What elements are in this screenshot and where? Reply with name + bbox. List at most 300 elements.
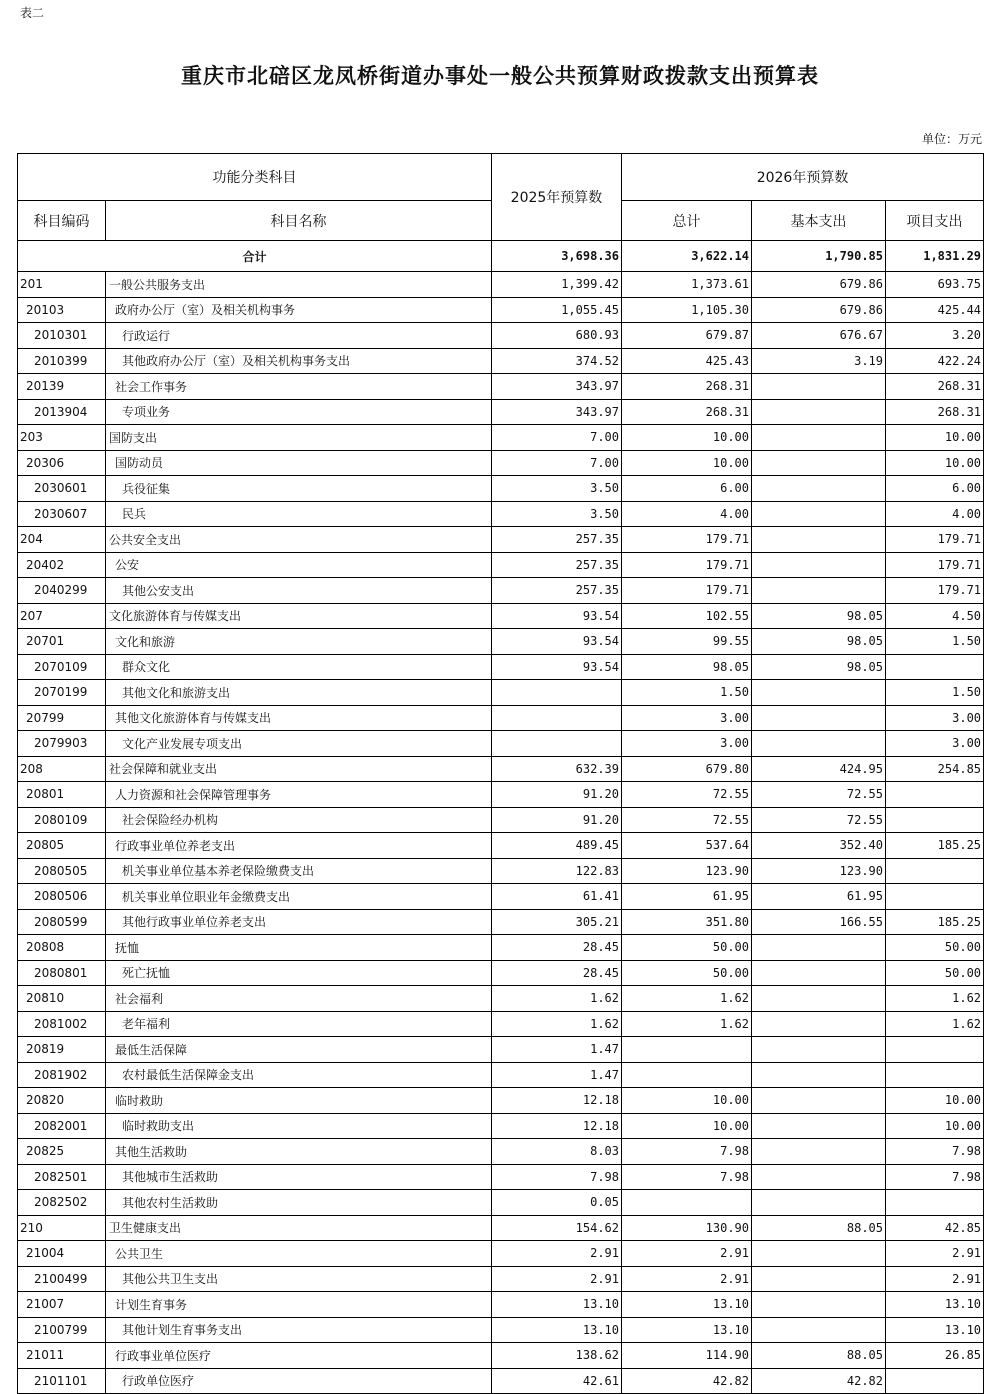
row-total	[622, 1190, 752, 1216]
header-basic: 基本支出	[752, 201, 886, 241]
header-budget-2026: 2026年预算数	[622, 154, 984, 201]
table-row	[18, 1088, 984, 1114]
row-code: 2080109	[18, 807, 106, 833]
row-project: 268.31	[886, 374, 984, 400]
row-budget-2025: 1.47	[492, 1062, 622, 1088]
total-label: 合计	[18, 241, 492, 272]
row-basic: 98.05	[752, 629, 886, 655]
row-code: 2082001	[18, 1113, 106, 1139]
row-name: 最低生活保障	[106, 1037, 492, 1063]
row-budget-2025: 2.91	[492, 1266, 622, 1292]
row-code: 21004	[18, 1241, 106, 1267]
row-name: 其他公安支出	[106, 578, 492, 604]
row-project: 1.62	[886, 1011, 984, 1037]
row-budget-2025: 13.10	[492, 1292, 622, 1318]
row-code: 20103	[18, 297, 106, 323]
unit-label: 单位：万元	[921, 132, 982, 146]
row-budget-2025: 343.97	[492, 374, 622, 400]
row-project	[886, 1368, 984, 1394]
row-project: 422.24	[886, 348, 984, 374]
row-project: 10.00	[886, 1088, 984, 1114]
row-total: 50.00	[622, 960, 752, 986]
table-row	[18, 1368, 984, 1394]
row-basic	[752, 374, 886, 400]
header-func-class: 功能分类科目	[18, 154, 492, 201]
header-budget-2025: 2025年预算数	[492, 154, 622, 241]
row-project: 2.91	[886, 1266, 984, 1292]
budget-table	[17, 153, 984, 1394]
row-name: 抚恤	[106, 935, 492, 961]
row-code: 203	[18, 425, 106, 451]
row-budget-2025: 3.50	[492, 501, 622, 527]
row-code: 2100499	[18, 1266, 106, 1292]
row-code: 20810	[18, 986, 106, 1012]
row-name: 其他文化和旅游支出	[106, 680, 492, 706]
table-row	[18, 323, 984, 349]
row-name: 行政单位医疗	[106, 1368, 492, 1394]
row-code: 2079903	[18, 731, 106, 757]
total-project: 1,831.29	[886, 241, 984, 272]
row-project: 185.25	[886, 833, 984, 859]
table-body	[18, 272, 984, 1394]
row-basic	[752, 578, 886, 604]
row-project: 1.50	[886, 629, 984, 655]
row-budget-2025: 680.93	[492, 323, 622, 349]
row-name: 公共安全支出	[106, 527, 492, 553]
table-row	[18, 909, 984, 935]
table-row	[18, 782, 984, 808]
row-code: 2010399	[18, 348, 106, 374]
row-name: 公安	[106, 552, 492, 578]
row-project	[886, 858, 984, 884]
row-budget-2025: 7.98	[492, 1164, 622, 1190]
row-project	[886, 884, 984, 910]
row-total: 1.62	[622, 986, 752, 1012]
row-total: 268.31	[622, 374, 752, 400]
row-total: 1,105.30	[622, 297, 752, 323]
table-row	[18, 1190, 984, 1216]
row-budget-2025: 374.52	[492, 348, 622, 374]
row-basic	[752, 680, 886, 706]
row-name: 其他城市生活救助	[106, 1164, 492, 1190]
row-total: 98.05	[622, 654, 752, 680]
row-budget-2025: 93.54	[492, 603, 622, 629]
row-budget-2025: 93.54	[492, 654, 622, 680]
row-name: 行政运行	[106, 323, 492, 349]
row-project: 26.85	[886, 1343, 984, 1369]
row-budget-2025: 12.18	[492, 1113, 622, 1139]
row-name: 其他农村生活救助	[106, 1190, 492, 1216]
row-code: 20819	[18, 1037, 106, 1063]
total-budget-2025: 3,698.36	[492, 241, 622, 272]
row-basic: 679.86	[752, 272, 886, 298]
row-basic	[752, 476, 886, 502]
row-code: 210	[18, 1215, 106, 1241]
table-row	[18, 348, 984, 374]
row-name: 兵役征集	[106, 476, 492, 502]
row-code: 2082502	[18, 1190, 106, 1216]
row-budget-2025: 257.35	[492, 527, 622, 553]
row-basic: 98.05	[752, 654, 886, 680]
row-budget-2025: 138.62	[492, 1343, 622, 1369]
row-basic	[752, 986, 886, 1012]
row-basic	[752, 1164, 886, 1190]
row-project: 2.91	[886, 1241, 984, 1267]
table-row	[18, 374, 984, 400]
row-name: 国防动员	[106, 450, 492, 476]
row-name: 死亡抚恤	[106, 960, 492, 986]
row-budget-2025: 632.39	[492, 756, 622, 782]
row-total: 4.00	[622, 501, 752, 527]
row-code: 20701	[18, 629, 106, 655]
row-budget-2025: 1,399.42	[492, 272, 622, 298]
row-code: 204	[18, 527, 106, 553]
row-code: 2100799	[18, 1317, 106, 1343]
row-basic: 676.67	[752, 323, 886, 349]
row-name: 社会福利	[106, 986, 492, 1012]
row-project: 42.85	[886, 1215, 984, 1241]
row-name: 其他生活救助	[106, 1139, 492, 1165]
row-budget-2025: 122.83	[492, 858, 622, 884]
row-name: 其他文化旅游体育与传媒支出	[106, 705, 492, 731]
row-name: 行政事业单位养老支出	[106, 833, 492, 859]
row-basic	[752, 705, 886, 731]
row-project: 4.00	[886, 501, 984, 527]
row-total: 102.55	[622, 603, 752, 629]
row-project	[886, 1062, 984, 1088]
row-total: 679.80	[622, 756, 752, 782]
row-basic: 42.82	[752, 1368, 886, 1394]
table-row	[18, 1215, 984, 1241]
row-budget-2025: 28.45	[492, 960, 622, 986]
row-project: 3.00	[886, 731, 984, 757]
table-row	[18, 399, 984, 425]
row-code: 21007	[18, 1292, 106, 1318]
row-project: 179.71	[886, 578, 984, 604]
row-code: 2082501	[18, 1164, 106, 1190]
row-project: 6.00	[886, 476, 984, 502]
row-project: 1.62	[886, 986, 984, 1012]
table-row	[18, 1139, 984, 1165]
row-budget-2025: 489.45	[492, 833, 622, 859]
row-name: 临时救助支出	[106, 1113, 492, 1139]
row-project: 4.50	[886, 603, 984, 629]
row-code: 2081002	[18, 1011, 106, 1037]
row-code: 20820	[18, 1088, 106, 1114]
row-basic: 424.95	[752, 756, 886, 782]
row-total: 179.71	[622, 527, 752, 553]
row-total: 7.98	[622, 1139, 752, 1165]
row-budget-2025: 7.00	[492, 450, 622, 476]
row-name: 民兵	[106, 501, 492, 527]
total-row	[18, 241, 984, 272]
row-project: 254.85	[886, 756, 984, 782]
table-row	[18, 1113, 984, 1139]
row-basic	[752, 1317, 886, 1343]
row-total: 72.55	[622, 782, 752, 808]
table-header	[18, 154, 984, 241]
table-row	[18, 527, 984, 553]
row-name: 其他行政事业单位养老支出	[106, 909, 492, 935]
row-project: 13.10	[886, 1292, 984, 1318]
table-row	[18, 986, 984, 1012]
row-code: 20139	[18, 374, 106, 400]
row-basic	[752, 1190, 886, 1216]
row-total	[622, 1062, 752, 1088]
row-name: 专项业务	[106, 399, 492, 425]
row-project: 425.44	[886, 297, 984, 323]
row-code: 2081902	[18, 1062, 106, 1088]
row-total: 10.00	[622, 450, 752, 476]
row-total: 61.95	[622, 884, 752, 910]
row-budget-2025	[492, 705, 622, 731]
row-budget-2025: 1.62	[492, 1011, 622, 1037]
total-basic: 1,790.85	[752, 241, 886, 272]
table-row	[18, 1037, 984, 1063]
row-project: 3.00	[886, 705, 984, 731]
row-total: 2.91	[622, 1266, 752, 1292]
row-budget-2025: 2.91	[492, 1241, 622, 1267]
row-code: 2080506	[18, 884, 106, 910]
row-code: 2080599	[18, 909, 106, 935]
header-name: 科目名称	[106, 201, 492, 241]
table-row	[18, 1343, 984, 1369]
table-row	[18, 476, 984, 502]
row-name: 群众文化	[106, 654, 492, 680]
row-name: 人力资源和社会保障管理事务	[106, 782, 492, 808]
table-row	[18, 425, 984, 451]
row-total: 1,373.61	[622, 272, 752, 298]
row-name: 卫生健康支出	[106, 1215, 492, 1241]
row-project: 693.75	[886, 272, 984, 298]
row-basic	[752, 1266, 886, 1292]
row-basic	[752, 501, 886, 527]
row-project: 179.71	[886, 527, 984, 553]
row-basic	[752, 1088, 886, 1114]
row-budget-2025	[492, 680, 622, 706]
row-project: 50.00	[886, 935, 984, 961]
row-total: 679.87	[622, 323, 752, 349]
row-code: 20306	[18, 450, 106, 476]
row-total: 3.00	[622, 731, 752, 757]
row-basic: 679.86	[752, 297, 886, 323]
row-project: 7.98	[886, 1139, 984, 1165]
header-project: 项目支出	[886, 201, 984, 241]
row-name: 农村最低生活保障金支出	[106, 1062, 492, 1088]
row-budget-2025: 305.21	[492, 909, 622, 935]
table-row	[18, 501, 984, 527]
header-code: 科目编码	[18, 201, 106, 241]
row-code: 20801	[18, 782, 106, 808]
row-total: 10.00	[622, 425, 752, 451]
row-project: 1.50	[886, 680, 984, 706]
row-total: 114.90	[622, 1343, 752, 1369]
row-project: 10.00	[886, 450, 984, 476]
row-basic	[752, 527, 886, 553]
row-name: 国防支出	[106, 425, 492, 451]
row-code: 20808	[18, 935, 106, 961]
row-name: 行政事业单位医疗	[106, 1343, 492, 1369]
row-project: 7.98	[886, 1164, 984, 1190]
row-name: 其他计划生育事务支出	[106, 1317, 492, 1343]
row-total: 6.00	[622, 476, 752, 502]
table-row	[18, 1292, 984, 1318]
row-total: 13.10	[622, 1317, 752, 1343]
row-budget-2025: 61.41	[492, 884, 622, 910]
row-code: 2080801	[18, 960, 106, 986]
table-row	[18, 705, 984, 731]
row-budget-2025: 7.00	[492, 425, 622, 451]
row-total	[622, 1037, 752, 1063]
table-row	[18, 884, 984, 910]
row-budget-2025: 13.10	[492, 1317, 622, 1343]
row-total: 10.00	[622, 1088, 752, 1114]
row-code: 2010301	[18, 323, 106, 349]
row-budget-2025: 42.61	[492, 1368, 622, 1394]
row-code: 207	[18, 603, 106, 629]
row-name: 老年福利	[106, 1011, 492, 1037]
table-row	[18, 272, 984, 298]
row-total: 1.62	[622, 1011, 752, 1037]
row-basic	[752, 425, 886, 451]
table-row	[18, 858, 984, 884]
row-basic: 88.05	[752, 1215, 886, 1241]
row-project	[886, 782, 984, 808]
row-name: 文化产业发展专项支出	[106, 731, 492, 757]
row-total: 3.00	[622, 705, 752, 731]
row-basic	[752, 450, 886, 476]
table-row	[18, 833, 984, 859]
row-total: 268.31	[622, 399, 752, 425]
row-budget-2025: 12.18	[492, 1088, 622, 1114]
row-budget-2025: 93.54	[492, 629, 622, 655]
row-basic	[752, 935, 886, 961]
row-project	[886, 654, 984, 680]
row-code: 20402	[18, 552, 106, 578]
row-budget-2025: 154.62	[492, 1215, 622, 1241]
row-name: 一般公共服务支出	[106, 272, 492, 298]
row-code: 208	[18, 756, 106, 782]
row-name: 其他政府办公厅（室）及相关机构事务支出	[106, 348, 492, 374]
row-project: 13.10	[886, 1317, 984, 1343]
row-name: 社会工作事务	[106, 374, 492, 400]
row-basic	[752, 1037, 886, 1063]
table-row	[18, 731, 984, 757]
row-basic: 352.40	[752, 833, 886, 859]
table-row	[18, 654, 984, 680]
row-total: 537.64	[622, 833, 752, 859]
row-project: 268.31	[886, 399, 984, 425]
row-project: 10.00	[886, 425, 984, 451]
row-project: 50.00	[886, 960, 984, 986]
row-project	[886, 807, 984, 833]
table-row	[18, 552, 984, 578]
row-code: 21011	[18, 1343, 106, 1369]
row-total: 50.00	[622, 935, 752, 961]
row-name: 临时救助	[106, 1088, 492, 1114]
row-name: 公共卫生	[106, 1241, 492, 1267]
row-total: 179.71	[622, 578, 752, 604]
page-title: 重庆市北碚区龙凤桥街道办事处一般公共预算财政拨款支出预算表	[181, 64, 819, 88]
row-project: 3.20	[886, 323, 984, 349]
row-name: 文化旅游体育与传媒支出	[106, 603, 492, 629]
table-row	[18, 680, 984, 706]
row-basic	[752, 399, 886, 425]
row-total: 179.71	[622, 552, 752, 578]
row-name: 文化和旅游	[106, 629, 492, 655]
row-total: 13.10	[622, 1292, 752, 1318]
row-total: 99.55	[622, 629, 752, 655]
row-name: 其他公共卫生支出	[106, 1266, 492, 1292]
row-budget-2025: 91.20	[492, 782, 622, 808]
table-row	[18, 807, 984, 833]
row-basic	[752, 1139, 886, 1165]
table-row	[18, 1011, 984, 1037]
row-code: 2030607	[18, 501, 106, 527]
row-total: 10.00	[622, 1113, 752, 1139]
total-total: 3,622.14	[622, 241, 752, 272]
row-code: 2080505	[18, 858, 106, 884]
table-row	[18, 1266, 984, 1292]
row-code: 2070199	[18, 680, 106, 706]
row-total: 7.98	[622, 1164, 752, 1190]
row-project	[886, 1037, 984, 1063]
row-total: 72.55	[622, 807, 752, 833]
row-total: 2.91	[622, 1241, 752, 1267]
row-name: 社会保障和就业支出	[106, 756, 492, 782]
row-basic: 88.05	[752, 1343, 886, 1369]
table-row	[18, 450, 984, 476]
row-basic: 3.19	[752, 348, 886, 374]
row-code: 2030601	[18, 476, 106, 502]
row-total: 123.90	[622, 858, 752, 884]
row-project: 10.00	[886, 1113, 984, 1139]
header-total: 总计	[622, 201, 752, 241]
row-total: 1.50	[622, 680, 752, 706]
row-name: 机关事业单位职业年金缴费支出	[106, 884, 492, 910]
row-budget-2025: 8.03	[492, 1139, 622, 1165]
table-row	[18, 1164, 984, 1190]
row-budget-2025: 28.45	[492, 935, 622, 961]
row-basic	[752, 731, 886, 757]
table-row	[18, 629, 984, 655]
table-row	[18, 960, 984, 986]
table-row	[18, 935, 984, 961]
row-budget-2025: 343.97	[492, 399, 622, 425]
row-total: 425.43	[622, 348, 752, 374]
row-name: 计划生育事务	[106, 1292, 492, 1318]
row-basic: 123.90	[752, 858, 886, 884]
row-code: 201	[18, 272, 106, 298]
row-basic: 61.95	[752, 884, 886, 910]
row-basic: 98.05	[752, 603, 886, 629]
row-budget-2025: 1.62	[492, 986, 622, 1012]
total-section	[18, 241, 984, 272]
table-row	[18, 756, 984, 782]
row-basic	[752, 552, 886, 578]
row-code: 2040299	[18, 578, 106, 604]
table-row	[18, 297, 984, 323]
row-budget-2025: 91.20	[492, 807, 622, 833]
row-budget-2025: 257.35	[492, 578, 622, 604]
row-budget-2025: 257.35	[492, 552, 622, 578]
table-row	[18, 1062, 984, 1088]
row-basic	[752, 1062, 886, 1088]
table-row	[18, 578, 984, 604]
table-tag: 表二	[20, 6, 45, 20]
row-total: 130.90	[622, 1215, 752, 1241]
row-total: 42.82	[622, 1368, 752, 1394]
